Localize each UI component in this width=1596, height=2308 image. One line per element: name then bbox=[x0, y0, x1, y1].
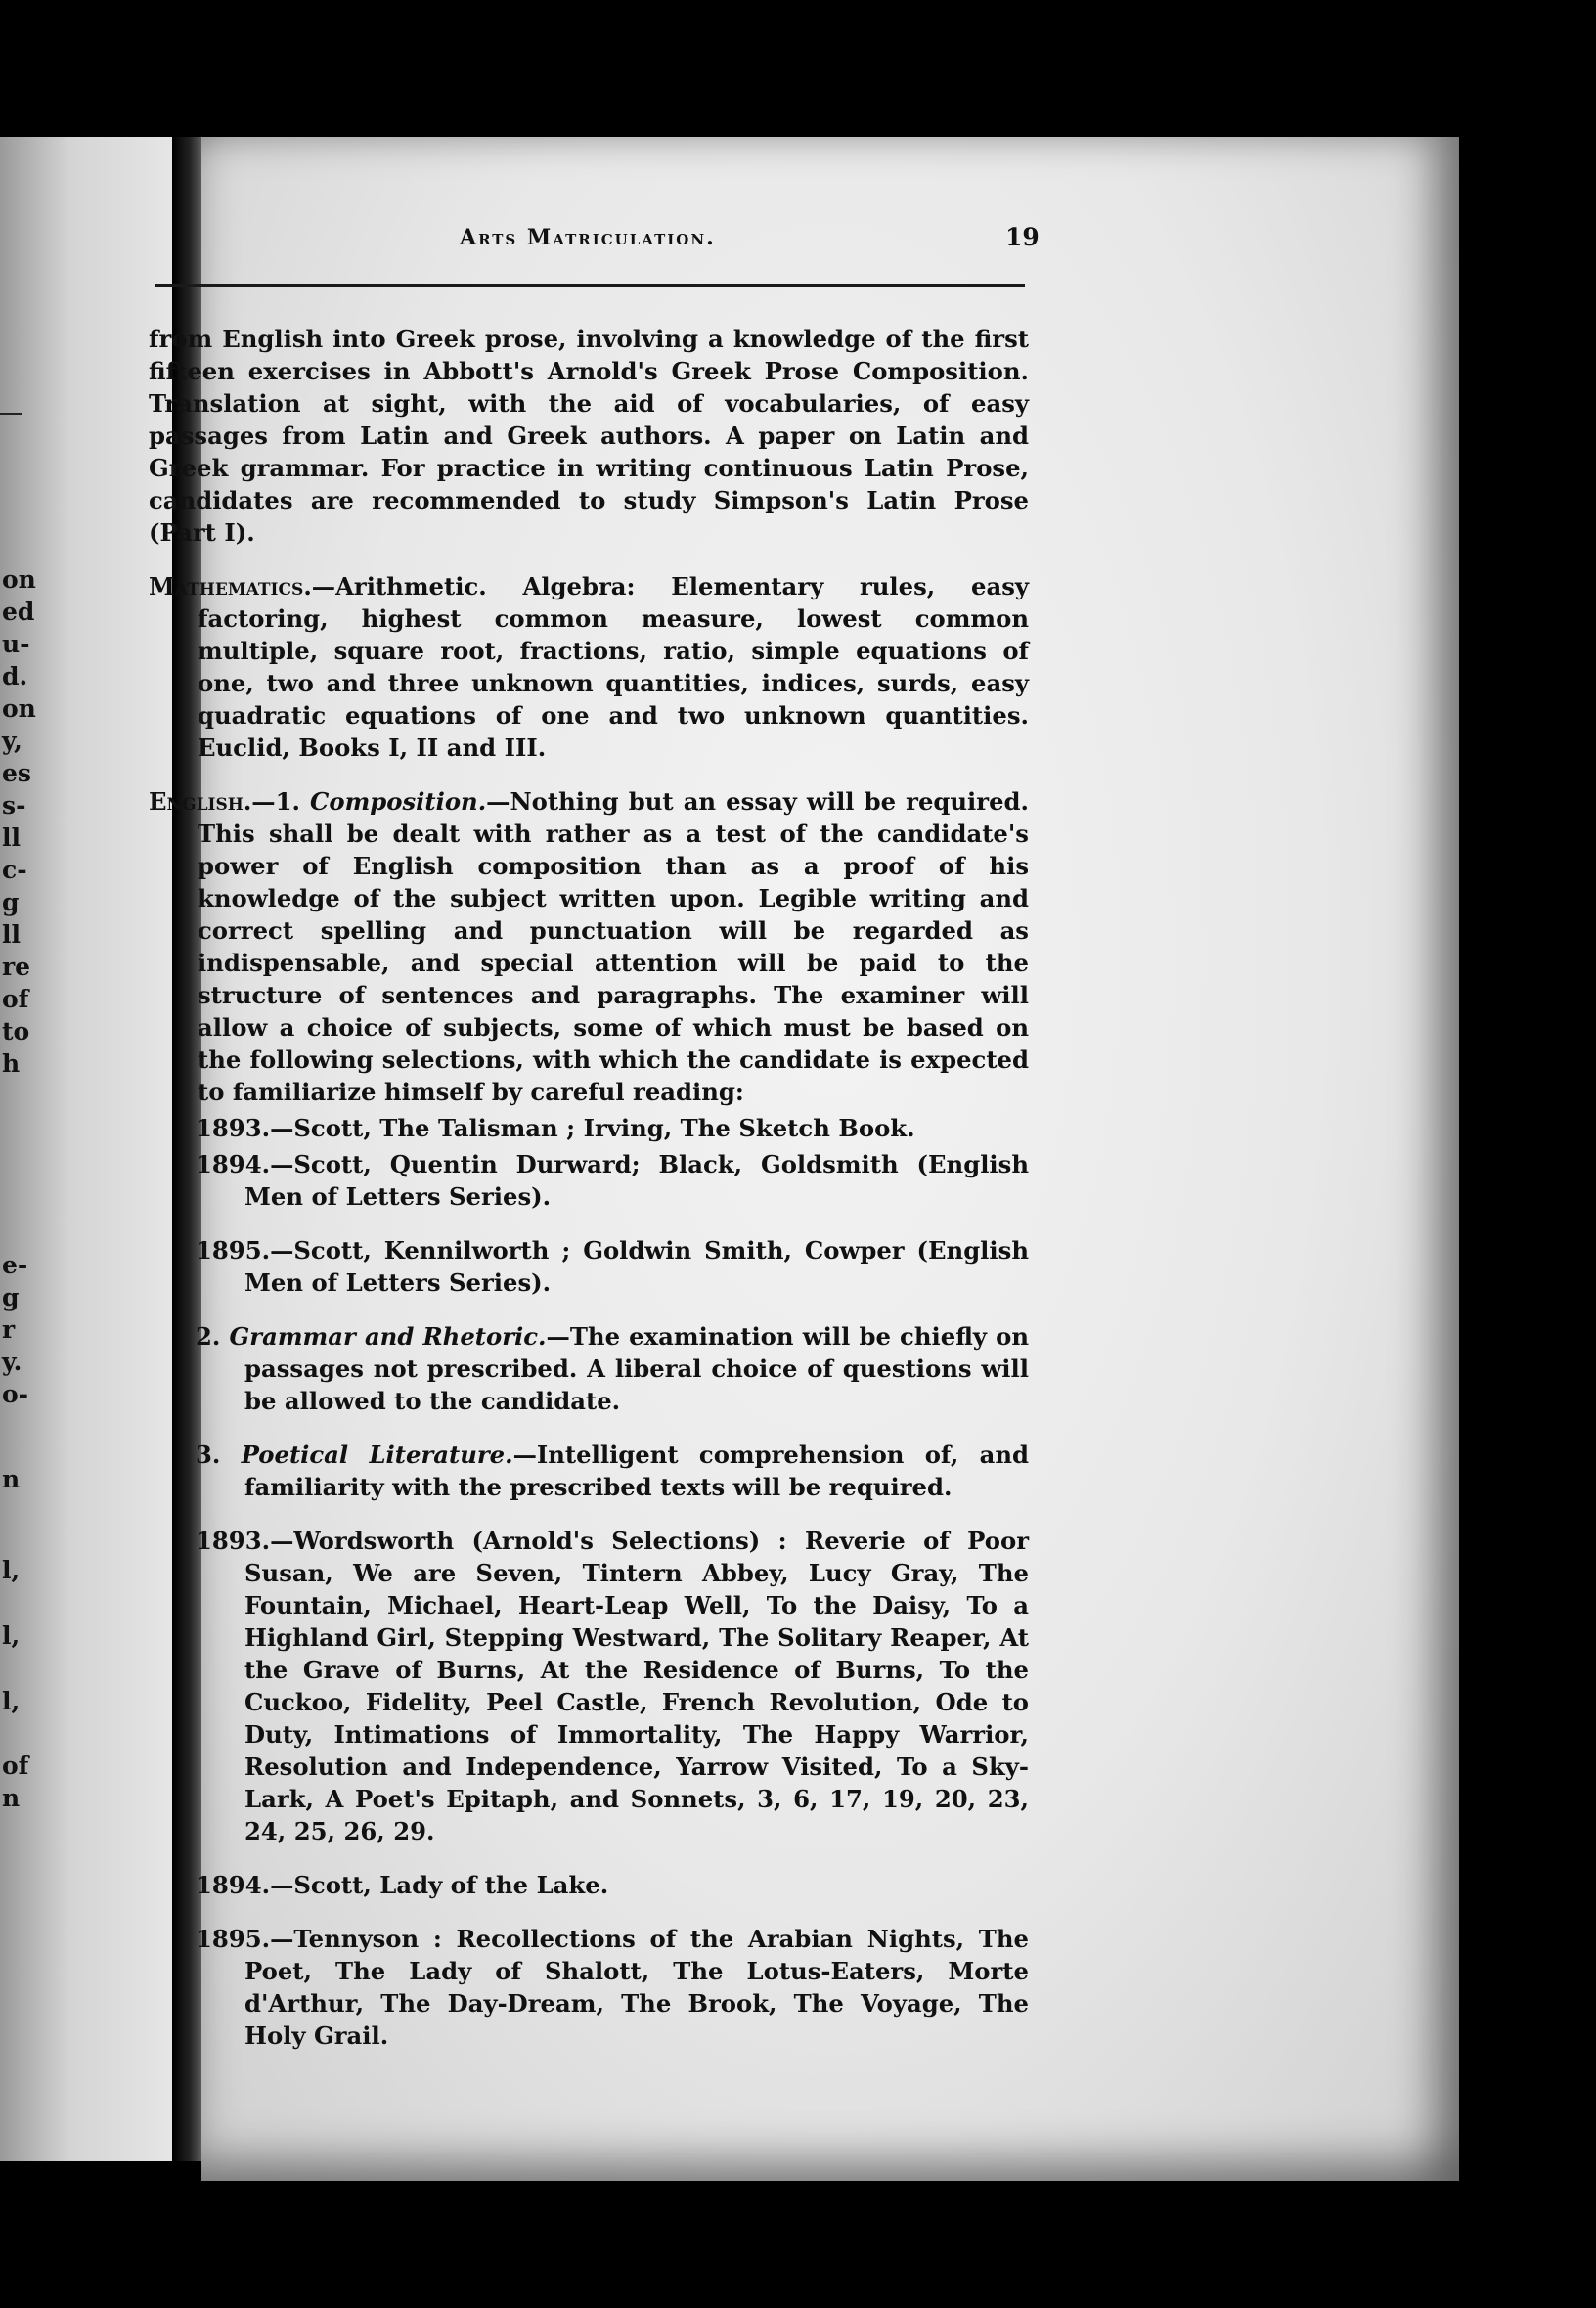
poetry-1893: 1893.—Wordsworth (Arnold's Selections) : Reverie of Poor Susan, We are Seven, Tintern Abbey, Lucy Gray, The Fountain, Michael, Heart-Leap Well, To the Daisy, To a Highland Girl, Stepping Westward, The Solitary Reaper, At the Grave of Burns, At the Residence of Burns, To the Cuckoo, Fidelity, Peel Castle, French Revolution, Ode to Duty, Intimations of Immortality, The Happy Warrior, Resolution and Independence, Yarrow Visited, To a Sky-Lark, A Poet's Epitaph, and Sonnets, 3, 6, 17, 19, 20, 23, 24, 25, 26, 29. bbox=[196, 1527, 1029, 1845]
facing-page-fragment: o- bbox=[2, 1380, 29, 1408]
facing-page-fragment: e- bbox=[2, 1251, 28, 1279]
facing-page-fragment: y, bbox=[2, 727, 22, 755]
poetry-1894: 1894.—Scott, Lady of the Lake. bbox=[196, 1871, 609, 1899]
facing-page-fragment: g bbox=[2, 888, 20, 916]
facing-page-fragment: of bbox=[2, 1752, 29, 1780]
facing-page-fragment: y. bbox=[2, 1348, 22, 1376]
paragraph-greek-prose: from English into Greek prose, involving a knowledge of the first fifteen exercises in Abbott's Arnold's Greek Prose Composition. Translation at sight, with the aid of vocabularies, of easy passages from Latin and Greek authors. A paper on Latin and Greek grammar. For practice in writing continuous Latin Prose, candidates are recommended to study Simpson's Latin Prose (Part I). bbox=[149, 325, 1029, 547]
grammar-text: —The examination will be chiefly on passages not prescribed. A liberal choice of questions will be allowed to the candidate. bbox=[244, 1322, 1030, 1415]
facing-page-fragment: to bbox=[2, 1017, 30, 1045]
facing-page-fragment: r bbox=[2, 1315, 16, 1344]
selection-1895: 1895.—Scott, Kennilworth ; Goldwin Smith, Cowper (English Men of Letters Series). bbox=[196, 1236, 1029, 1297]
facing-page-fragment: of bbox=[2, 985, 29, 1013]
section-heading-mathematics: Mathematics. bbox=[149, 572, 312, 600]
grammar-title: Grammar and Rhetoric. bbox=[229, 1322, 547, 1351]
selection-1894: 1894.—Scott, Quentin Durward; Black, Goldsmith (English Men of Letters Series). bbox=[196, 1150, 1029, 1211]
poetry-1895: 1895.—Tennyson : Recollections of the Arabian Nights, The Poet, The Lady of Shalott, The Lotus-Eaters, Morte d'Arthur, The Day-Dream, The Brook, The Voyage, The Holy Grail. bbox=[196, 1925, 1029, 2050]
running-title: Arts Matriculation. bbox=[460, 225, 716, 250]
section-mathematics bbox=[149, 570, 1029, 764]
composition-title: Composition. bbox=[310, 787, 487, 816]
facing-page-fragment: n bbox=[2, 1784, 21, 1812]
page-number: 19 bbox=[1005, 223, 1040, 251]
facing-page-fragment: ed bbox=[2, 598, 35, 626]
poetical-title: Poetical Literature. bbox=[241, 1441, 513, 1469]
facing-page-fragment: l, bbox=[2, 1621, 21, 1650]
facing-page-fragment: re bbox=[2, 953, 31, 981]
facing-page-fragment: ll bbox=[2, 920, 21, 949]
facing-page-fragment: n bbox=[2, 1465, 21, 1493]
facing-page-fragment: s- bbox=[2, 791, 26, 820]
facing-page-rule bbox=[0, 413, 22, 415]
poetical-text: —Intelligent comprehension of, and familiarity with the prescribed texts will be required. bbox=[244, 1441, 1029, 1501]
facing-page-fragment: c- bbox=[2, 856, 27, 884]
poetical-item-number: 3. bbox=[196, 1441, 242, 1469]
section-heading-english: English. bbox=[149, 787, 252, 816]
grammar-item-number: 2. bbox=[196, 1322, 230, 1351]
facing-page-fragment: u- bbox=[2, 630, 30, 658]
section-english-composition bbox=[149, 785, 1029, 1108]
english-item-number: —1. bbox=[251, 787, 311, 816]
facing-page-fragment: on bbox=[2, 565, 36, 594]
section-grammar-rhetoric bbox=[149, 1320, 1029, 1417]
header-rule bbox=[155, 284, 1025, 287]
facing-page-fragment: d. bbox=[2, 662, 28, 690]
facing-page-fragment: on bbox=[2, 694, 36, 723]
facing-page-fragment: es bbox=[2, 759, 31, 787]
facing-page-fragment: g bbox=[2, 1283, 20, 1311]
selection-1893: 1893.—Scott, The Talisman ; Irving, The Sketch Book. bbox=[196, 1114, 915, 1142]
composition-text: —Nothing but an essay will be required. This shall be dealt with rather as a test of the candidate's power of English composition than as a proof of his knowledge of the subject written upon. Legible writing and correct spelling and punctuation will be regarded as indispensable, and special attention will be paid to the structure of sentences and paragraphs. The examiner will allow a choice of subjects, some of which must be based on the following selections, with which the candidate is expected to familiarize himself by careful reading: bbox=[198, 787, 1029, 1106]
facing-page-fragment: h bbox=[2, 1049, 21, 1078]
facing-page-fragment: ll bbox=[2, 823, 21, 852]
section-poetical-literature bbox=[149, 1439, 1029, 1503]
page-body bbox=[149, 323, 1029, 2073]
mathematics-text: —Arithmetic. Algebra: Elementary rules, easy factoring, highest common measure, lowest common multiple, square root, fractions, ratio, simple equations of one, two and three unknown quantities, indices, surds, easy quadratic equations of one and two unknown quantities. Euclid, Books I, II and III. bbox=[198, 572, 1029, 762]
facing-page-fragment: l, bbox=[2, 1687, 21, 1715]
facing-page-fragment: l, bbox=[2, 1556, 21, 1584]
